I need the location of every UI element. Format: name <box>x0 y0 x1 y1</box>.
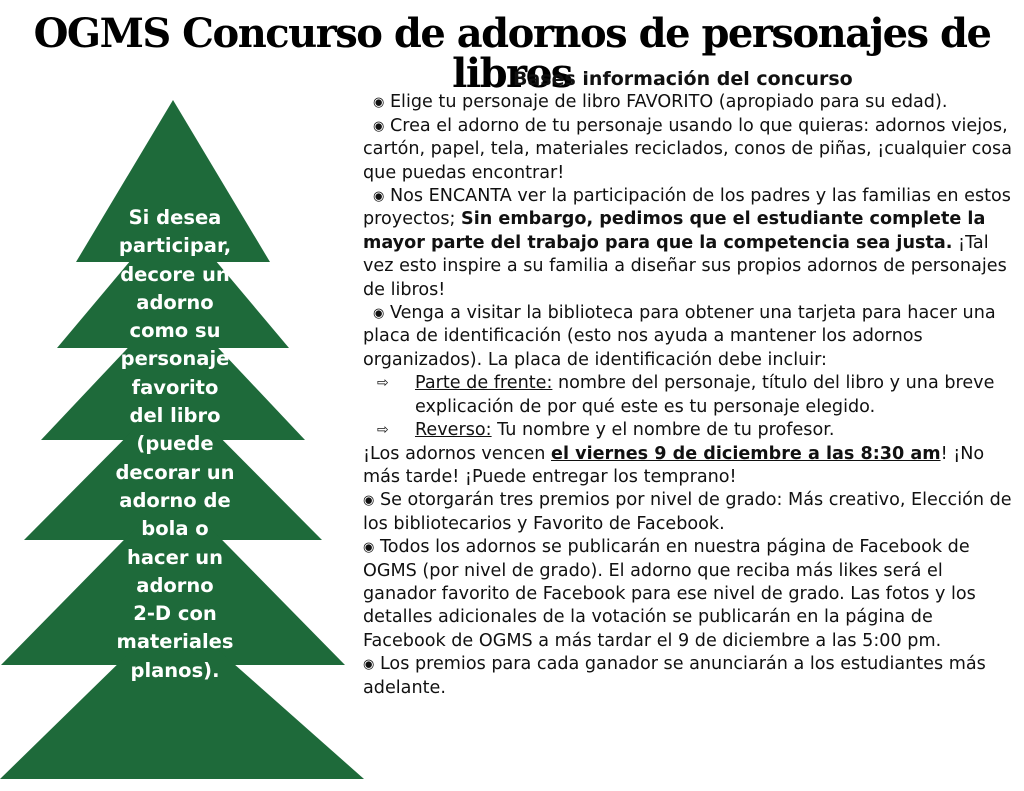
arrow-right-icon: ⇨ <box>377 375 389 392</box>
contest-rules <box>363 68 1021 700</box>
tree-line: decorar un <box>115 460 235 484</box>
rule-paragraph <box>363 185 1021 302</box>
tree-line: adorno <box>136 290 214 314</box>
tree-line: personaje <box>120 347 230 371</box>
tree-line: participar, <box>118 234 232 258</box>
deadline-date: el viernes 9 de diciembre a las 8:30 am <box>551 443 941 464</box>
bullet-icon: ◉ <box>373 118 385 134</box>
arrow-right-icon: ⇨ <box>377 422 389 439</box>
bullet-icon: ◉ <box>363 657 375 673</box>
rule-paragraph <box>363 653 1021 700</box>
rule-paragraph <box>363 302 1021 372</box>
rule-text: Crea el adorno de tu personaje usando lo que quieras: adornos viejos, cartón, papel, tela, materiales reciclados, conos de piñas, ¡cualquier cosa que puedas encontrar! <box>363 115 1012 183</box>
bullet-icon: ◉ <box>373 306 385 322</box>
rules-subtitle: Bases información del concurso <box>513 68 853 90</box>
rule-text: Nos ENCANTA ver la participación de los padres y las familias en estos proyectos; <box>363 186 1011 230</box>
sub-rule-label: Reverso: <box>415 420 492 441</box>
tree-line: Si desea <box>128 206 222 229</box>
rule-text: Elige tu personaje de libro FAVORITO (apropiado para su edad). <box>389 92 948 113</box>
rule-paragraph <box>363 91 1021 114</box>
bullet-icon: ◉ <box>363 493 375 509</box>
rule-paragraph <box>363 115 1021 185</box>
tree-line: favorito <box>131 375 219 399</box>
deadline-paragraph <box>363 443 1021 490</box>
rule-text: Todos los adornos se publicarán en nuestra página de Facebook de OGMS (por nivel de grado). El adorno que reciba más likes será el ganador favorito de Facebook para ese nivel de grado. Las fotos y los detalles adicionales de la votación se publicarán en la página de Facebook de OGMS a más tardar el 9 de diciembre a las 5:00 pm. <box>363 537 976 651</box>
tree-line: decore un <box>120 262 230 286</box>
rule-text: Los premios para cada ganador se anunciarán a los estudiantes más adelante. <box>363 654 986 698</box>
bullet-icon: ◉ <box>373 95 385 111</box>
tree-line: adorno <box>136 573 214 597</box>
sub-rule-text: nombre del personaje, título del libro y una breve explicación de por qué este es tu personaje elegido. <box>415 373 995 417</box>
sub-rule-back <box>377 419 1021 442</box>
rule-paragraph <box>363 489 1021 536</box>
page-title: OGMS Concurso de adornos de personajes de libros <box>33 10 991 97</box>
tree-line: adorno de <box>119 488 231 512</box>
tree-line: del libro <box>129 404 221 428</box>
tree-message <box>92 204 258 685</box>
rule-text: Se otorgarán tres premios por nivel de grado: Más creativo, Elección de los bibliotecarios y Favorito de Facebook. <box>363 490 1012 534</box>
tree-line: 2-D con <box>133 602 217 626</box>
rule-emphasis: Sin embargo, pedimos que el estudiante complete la mayor parte del trabajo para que la competencia sea justa. <box>363 209 986 253</box>
sub-rule-text: Tu nombre y el nombre de tu profesor. <box>491 420 835 441</box>
rule-text: ! ¡No más tarde! ¡Puede entregar los temprano! <box>363 443 985 487</box>
tree-line: hacer un <box>127 545 223 569</box>
sub-rule-label: Parte de frente: <box>415 373 553 394</box>
bullet-icon: ◉ <box>373 189 385 205</box>
rule-paragraph <box>363 536 1021 653</box>
sub-rule-front <box>377 372 1021 419</box>
tree-line: planos). <box>130 658 220 682</box>
rule-text: ¡Tal vez esto inspire a su familia a diseñar sus propios adornos de personajes de libros! <box>363 232 1007 300</box>
rule-text: ¡Los adornos vencen <box>363 443 552 464</box>
bullet-icon: ◉ <box>363 540 375 556</box>
tree-line: bola o <box>141 517 209 541</box>
tree-line: (puede <box>136 432 214 456</box>
tree-line: materiales <box>116 630 234 654</box>
rule-text: Venga a visitar la biblioteca para obtener una tarjeta para hacer una placa de identificación (esto nos ayuda a mantener los adornos organizados). La placa de identificación debe incluir: <box>363 303 996 370</box>
tree-line: como su <box>129 319 221 343</box>
